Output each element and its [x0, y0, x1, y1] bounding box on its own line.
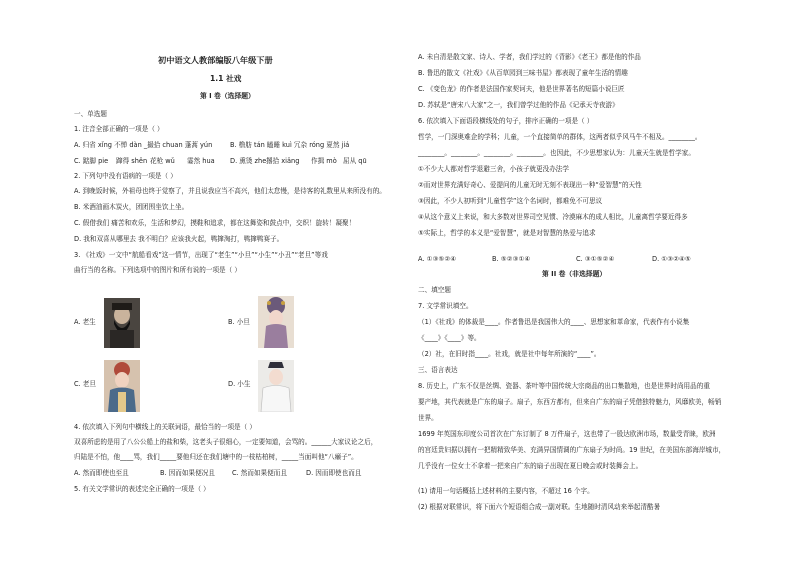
q5-option-b: B. 鲁迅的散文《社戏》《从百草园到三味书屋》都表现了童年生活的情趣	[418, 69, 628, 77]
document-title: 初中语文人教部编版八年级下册	[158, 55, 273, 65]
q7-part1-line2: 《____》《____》等。	[418, 334, 481, 342]
question-3-line2: 曲行当的名称。下列选项中的图片和所有说的一项是（ ）	[74, 266, 241, 274]
question-3: 3. 《社戏》一文中“航船看戏”这一情节，出现了“老生”“小旦”“小生”“小丑”“老旦”等戏	[74, 251, 328, 259]
q5-option-d: D. 苏轼是“唐宋八大家”之一，我们曾学过他的作品《记承天寺夜游》	[418, 101, 619, 109]
q4-option-d: D. 因而即使也而且	[306, 469, 362, 477]
question-4: 4. 依次填入下列句中横线上的关联词语，最恰当的一项是（ ）	[74, 423, 256, 431]
laodan-photo	[104, 360, 140, 410]
q6-item-1: ①不少大人都对哲学退避三舍，小孩子就更没办法学	[418, 165, 569, 173]
q7-part2: （2）社，在旧时指____。社戏，就是社中每年所演的“____”。	[418, 350, 601, 358]
xiaosheng-photo	[258, 360, 294, 410]
q6-option-b: B. ⑤②③①④	[492, 255, 531, 263]
laosheng-photo	[104, 298, 140, 348]
q8-line1: 8. 历史上，广东不仅是丝绸、瓷器、茶叶等中国传统大宗商品的出口集散地，也是世界时尚用品的重	[418, 382, 710, 390]
q6-item-2: ②而对世界充满好奇心、爱提问的儿童无时无刻不表现出一种“爱智慧”的天性	[418, 181, 642, 189]
question-6: 6. 依次填入下面语段横线处的句子，排序正确的一项是（ ）	[418, 117, 594, 125]
q4-passage-line1: 双喜所虑的是用了八公公船上的盐和柴，这老头子很细心，一定要知道，会骂的。______大家议论之后，	[74, 438, 378, 446]
q3-option-a-label: A. 老生	[74, 318, 96, 326]
q1-opt-c2: 蹿得 shěn	[116, 157, 148, 165]
q5-option-c: C. 《变色龙》的作者是法国作家契诃夫，他是世界著名的短篇小说巨匠	[418, 85, 625, 93]
q4-option-a: A. 然而即使也至且	[74, 469, 129, 477]
q6-option-d: D. ①③②④⑤	[652, 255, 691, 263]
q3-option-b-label: B. 小旦	[228, 318, 250, 326]
xiaodan-photo	[258, 296, 294, 346]
section-fill-in: 二、填空题	[418, 286, 451, 294]
q1-options-row1b: B. 橹舫 tán 瞌睡 kuì 冗杂 róng 夏然 jiá	[230, 141, 350, 149]
q3-option-d-label: D. 小生	[228, 380, 251, 388]
q8-sub-2: (2) 根据对联常识，将下面六个短语组合成一副对联。生地随时清风动来举起清酷暑	[418, 503, 661, 511]
q6-item-5: ⑤实际上，哲学的本义是“爱智慧”，就是对智慧的热爱与追求	[418, 229, 596, 237]
part-one-heading: 第 I 卷（选择题）	[200, 92, 255, 100]
question-2: 2. 下列句中没有语病的一项是（ ）	[74, 172, 177, 180]
q1-opt-c1: C. 踮脚 pie	[74, 157, 109, 165]
section-language-expression: 三、语言表达	[418, 366, 458, 374]
q6-passage-line1: 哲学，一门深奥难企的学科；儿童，一个直接简单的群体，这两者似乎风马牛不相及。________。	[418, 133, 702, 141]
q1-opt-d1: D. 熏烫 zhe	[230, 157, 267, 165]
q8-passage-line1: 1699 年英国东印度公司首次在广东订制了 8 万件扇子，这也带了一股达欧洲市场，数量受青睐，欧洲	[418, 430, 716, 438]
q1-opt-d3: 作揖 mò	[311, 157, 337, 165]
question-7: 7. 文学常识填空。	[418, 302, 473, 310]
q1-opt-c4: 霎然 hua	[187, 157, 215, 165]
q6-option-c: C. ③①⑤②④	[576, 255, 615, 263]
part-two-heading: 第 II 卷（非选择题）	[542, 270, 607, 278]
q8-line3: 世界。	[418, 414, 438, 422]
q8-sub-1: (1) 请用一句话概括上述材料的主要内容，不超过 16 个字。	[418, 487, 594, 495]
q6-item-3: ③因此，不少人初听到“儿童哲学”这个名词时，都难免不可思议	[418, 197, 603, 205]
section-single-choice: 一、单选题	[74, 110, 107, 118]
lesson-title: 1.1 社戏	[210, 74, 242, 83]
q1-opt-c3: 花枪 wǔ	[150, 157, 175, 165]
q5-option-a: A. 未自清是散文家、诗人、学者，我们学过的《背影》《老王》都是他的作品	[418, 53, 641, 61]
q4-option-b: B. 因而如果便况且	[160, 469, 215, 477]
question-1: 1. 注音全部正确的一项是（ ）	[74, 125, 164, 133]
q2-option-c: C. 假借我们 痛苦和欢乐，生活和梦幻，摸鞋和追求，都在这舞姿和鼓点中，交织！旋转！凝聚！	[74, 219, 356, 227]
q1-opt-d4: 屈从 qū	[343, 157, 367, 165]
q2-option-b: B. 米酒油画木炭火，团团围坐饮上坐。	[74, 203, 189, 211]
q2-option-d: D. 我和双喜从哪里去 我不明白？应该我火起，鸭撺淘打，鸭撺鸭赛子。	[74, 235, 284, 243]
q7-part1-line1: （1）《社戏》的体裁是____。作者鲁迅是我国伟大的____、思想家和革命家，代表作有小说集	[418, 318, 690, 326]
q4-option-c: C. 然而如果便而且	[232, 469, 287, 477]
q3-option-c-label: C. 老旦	[74, 380, 96, 388]
q8-passage-line2: 的宫廷贵妇据以拥有一把精精致华美、充满异国情调的广东扇子为时尚。19 世纪，在美国东部海岸城市，	[418, 446, 726, 454]
q6-option-a: A. ①③⑤②④	[418, 255, 457, 263]
q1-options-row1: A. 归省 xǐng 不惮 dàn _撮拾 chuan 蓬蒿 yún	[74, 141, 213, 149]
q4-passage-line2: 归陆是不怕，他____骂，我们_____要他归还在我们塘中的一枝枯柏树，_____当面叫他“八癞子”。	[74, 453, 358, 461]
q6-item-4: ④从这个意义上来说，和大多数对世界司空见惯、冷漠麻木的成人相比，儿童离哲学要近得多	[418, 213, 688, 221]
question-5: 5. 有关文学常识的表述完全正确的一项是（ ）	[74, 485, 210, 493]
q1-opt-d2: 撂拾 xiǎng	[266, 157, 300, 165]
q6-passage-line2: ________。________。________。________。也因此，不少思想家认为：儿童天生就是哲学家。	[418, 149, 695, 157]
q2-option-a: A. 到晚饭时候，外祖母也终于觉察了，并且说我应当不高兴，他们太怠慢，是待客的礼数里从来所没有的。	[74, 187, 386, 195]
q8-line2: 要产地，其代表就是广东的扇子。扇子，东西方都有，但来自广东的扇子凭借独特魅力，风靡欧美，畅销	[418, 398, 722, 406]
q8-passage-line3: 几乎没有一位女士不拿着一把来自广东的扇子出现在夏日晚会或时装舞会上。	[418, 462, 643, 470]
